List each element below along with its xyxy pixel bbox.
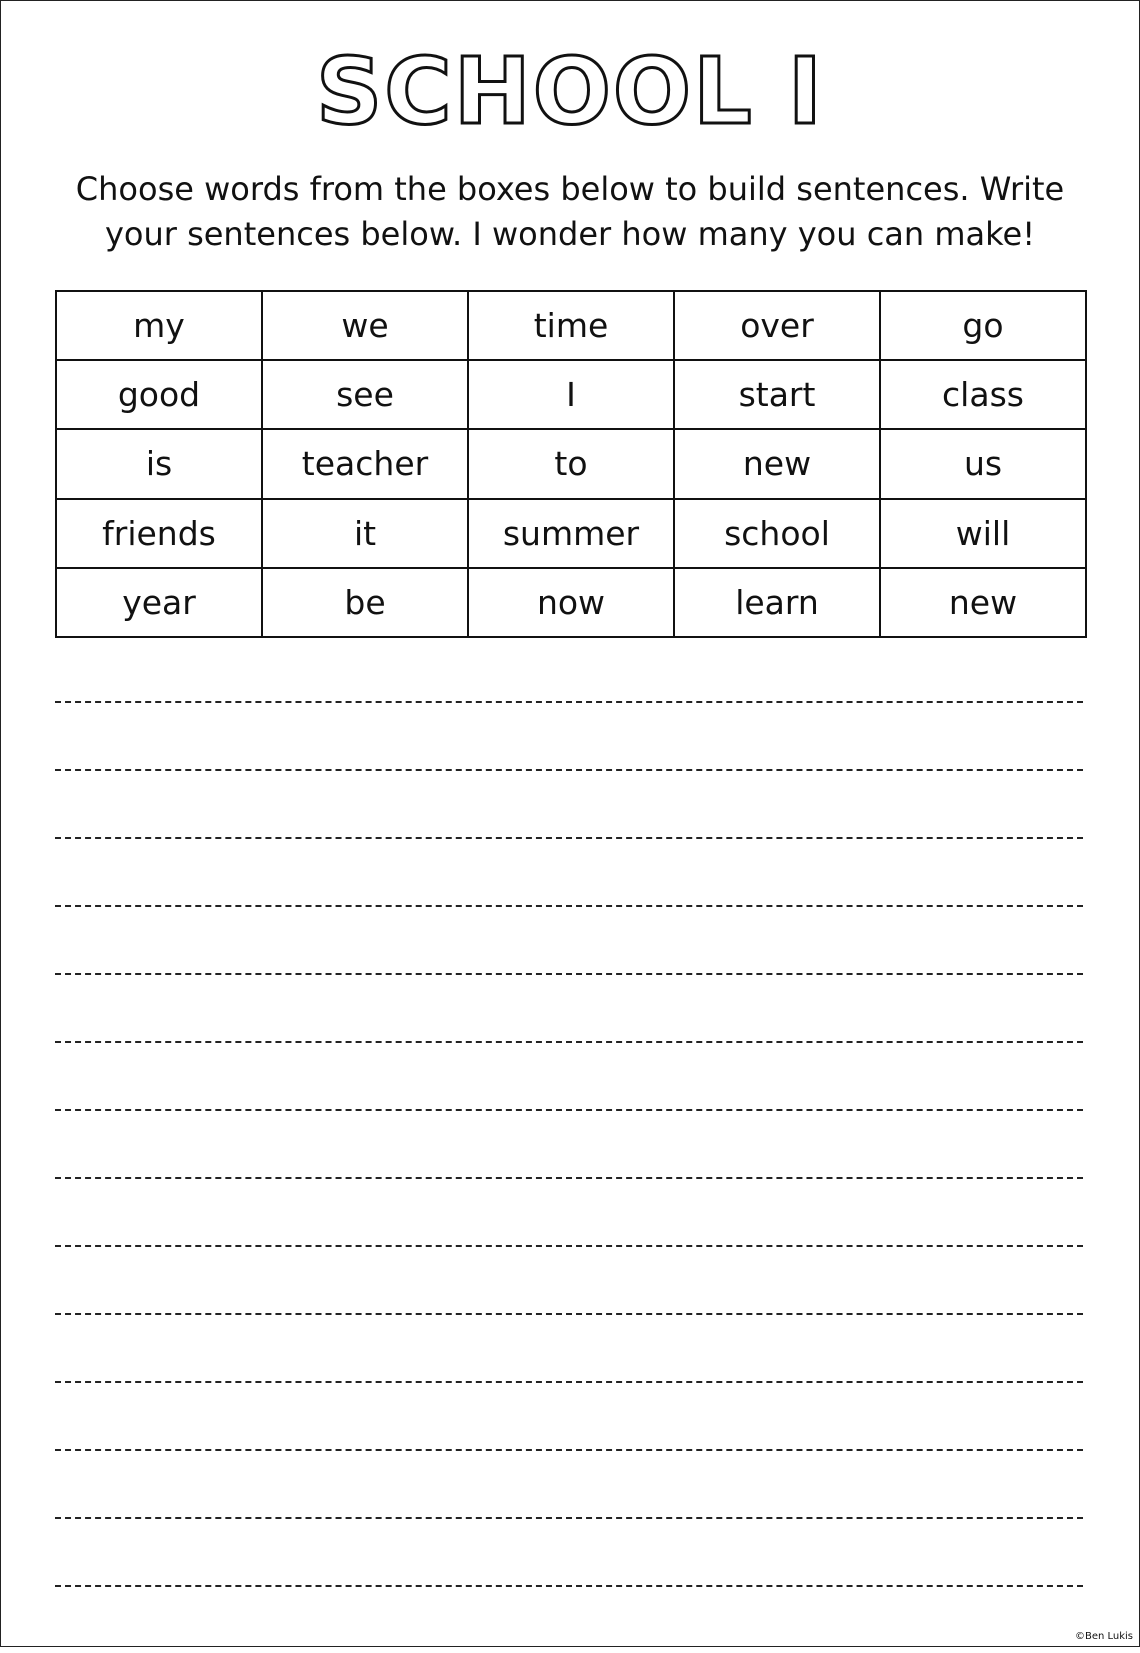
writing-line[interactable] xyxy=(55,1313,1083,1315)
word-grid-row xyxy=(56,499,1086,568)
writing-line[interactable] xyxy=(55,1381,1083,1383)
word-grid-row xyxy=(56,429,1086,498)
word-cell: will xyxy=(880,499,1086,568)
word-cell: go xyxy=(880,291,1086,360)
writing-line[interactable] xyxy=(55,837,1083,839)
word-cell: teacher xyxy=(262,429,468,498)
worksheet-title: SCHOOL I xyxy=(315,38,825,145)
writing-line[interactable] xyxy=(55,1041,1083,1043)
word-grid-row xyxy=(56,568,1086,637)
word-cell: friends xyxy=(56,499,262,568)
word-cell: over xyxy=(674,291,880,360)
word-cell: year xyxy=(56,568,262,637)
word-cell: time xyxy=(468,291,674,360)
word-cell: I xyxy=(468,360,674,429)
word-cell: learn xyxy=(674,568,880,637)
word-grid-row xyxy=(56,360,1086,429)
writing-line[interactable] xyxy=(55,1585,1083,1587)
word-cell: school xyxy=(674,499,880,568)
word-cell: it xyxy=(262,499,468,568)
word-cell: we xyxy=(262,291,468,360)
writing-line[interactable] xyxy=(55,1177,1083,1179)
writing-line[interactable] xyxy=(55,769,1083,771)
writing-line[interactable] xyxy=(55,1245,1083,1247)
copyright-notice: ©Ben Lukis xyxy=(1074,1631,1133,1642)
writing-line[interactable] xyxy=(55,973,1083,975)
word-cell: new xyxy=(674,429,880,498)
word-cell: my xyxy=(56,291,262,360)
word-cell: class xyxy=(880,360,1086,429)
word-cell: be xyxy=(262,568,468,637)
instructions-text: Choose words from the boxes below to build sentences. Write your sentences below. I wonder how many you can make! xyxy=(75,170,1065,253)
writing-lines xyxy=(55,701,1083,1653)
word-cell: is xyxy=(56,429,262,498)
word-cell: new xyxy=(880,568,1086,637)
writing-line[interactable] xyxy=(55,1517,1083,1519)
writing-line[interactable] xyxy=(55,1109,1083,1111)
word-cell: start xyxy=(674,360,880,429)
writing-line[interactable] xyxy=(55,1449,1083,1451)
word-cell: summer xyxy=(468,499,674,568)
writing-line[interactable] xyxy=(55,701,1083,703)
word-cell: us xyxy=(880,429,1086,498)
word-cell: to xyxy=(468,429,674,498)
writing-line[interactable] xyxy=(55,905,1083,907)
word-cell: see xyxy=(262,360,468,429)
word-cell: now xyxy=(468,568,674,637)
word-cell: good xyxy=(56,360,262,429)
word-grid-row xyxy=(56,291,1086,360)
word-grid xyxy=(55,290,1087,638)
